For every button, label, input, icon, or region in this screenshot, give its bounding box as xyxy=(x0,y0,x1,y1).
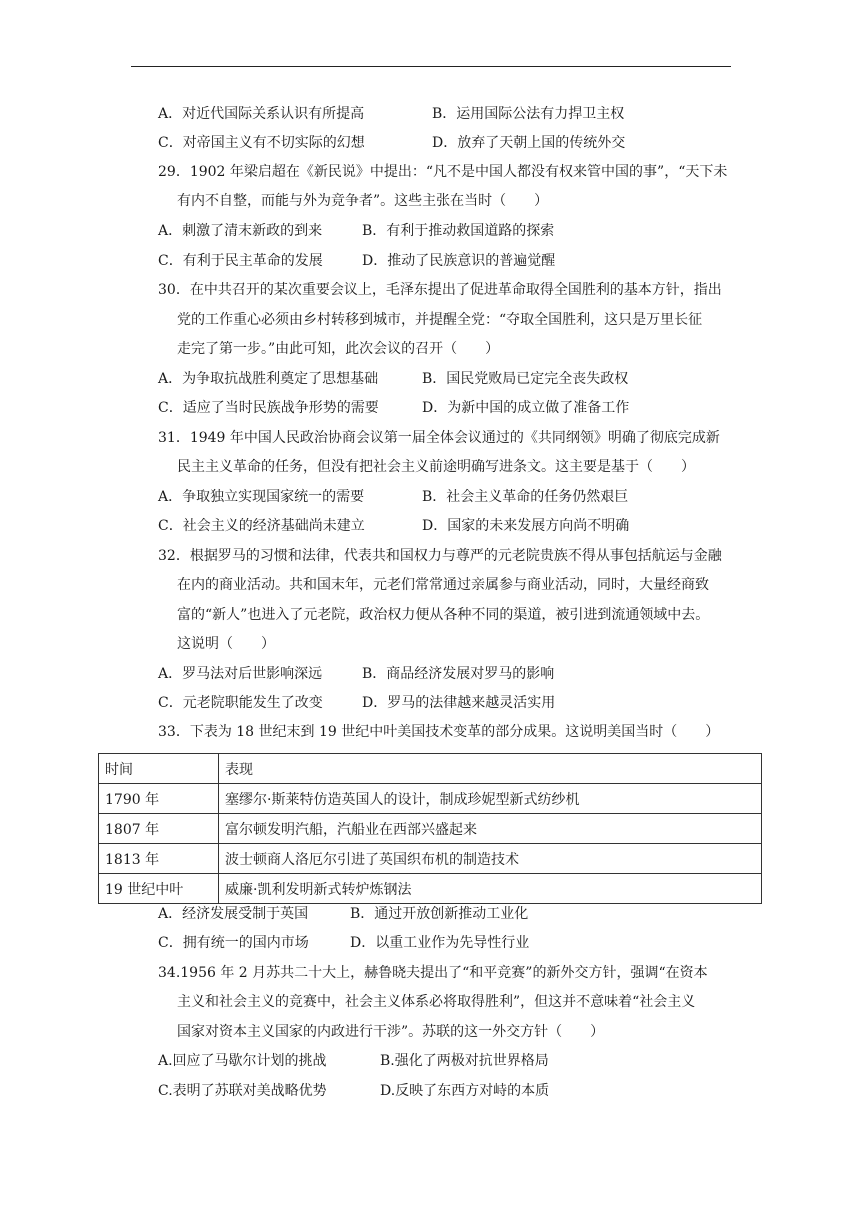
q29-option-d: D．推动了民族意识的普遍觉醒 xyxy=(362,253,556,269)
table-row xyxy=(99,874,762,904)
table-row xyxy=(99,844,762,874)
q33-stem-line-1: 33．下表为 18 世纪末到 19 世纪中叶美国技术变革的部分成果。这说明美国当时（ ） xyxy=(158,724,720,740)
q30-option-a: A．为争取抗战胜利奠定了思想基础 xyxy=(158,371,379,387)
q28-option-d: D．放弃了天朝上国的传统外交 xyxy=(432,135,626,151)
q30-option-d: D．为新中国的成立做了准备工作 xyxy=(422,400,630,416)
q31-stem-line-2: 民主主义革命的任务，但没有把社会主义前途明确写进条文。这主要是基于（ ） xyxy=(177,459,695,475)
table-row xyxy=(99,784,762,814)
q34-option-d: D.反映了东西方对峙的本质 xyxy=(380,1083,550,1099)
table-cell-time: 1807 年 xyxy=(99,814,219,844)
q29-option-c: C．有利于民主革命的发展 xyxy=(158,253,323,269)
q34-stem-line-3: 国家对资本主义国家的内政进行干涉”。苏联的这一外交方针（ ） xyxy=(177,1024,605,1040)
q32-stem-line-2: 在内的商业活动。共和国末年，元老们常常通过亲属参与商业活动，同时，大量经商致 xyxy=(177,577,709,593)
table-cell-performance: 富尔顿发明汽船，汽船业在西部兴盛起来 xyxy=(219,814,762,844)
q34-stem-line-1: 34.1956 年 2 月苏共二十大上，赫鲁晓夫提出了“和平竞赛”的新外交方针，强调“在资本 xyxy=(158,965,708,981)
q32-stem-line-1: 32．根据罗马的习惯和法律，代表共和国权力与尊严的元老院贵族不得从事包括航运与金融 xyxy=(158,548,722,564)
q30-stem-line-1: 30．在中共召开的某次重要会议上，毛泽东提出了促进革命取得全国胜利的基本方针，指出 xyxy=(158,282,722,298)
q32-option-a: A．罗马法对后世影响深远 xyxy=(158,666,323,682)
q30-option-c: C．适应了当时民族战争形势的需要 xyxy=(158,400,379,416)
q33-option-a: A．经济发展受制于英国 xyxy=(158,906,309,922)
q29-option-b: B．有利于推动救国道路的探索 xyxy=(362,223,555,239)
table-cell-time: 19 世纪中叶 xyxy=(99,874,219,904)
q31-option-a: A．争取独立实现国家统一的需要 xyxy=(158,489,365,505)
q32-stem-line-3: 富的“新人”也进入了元老院，政治权力便从各种不同的渠道，被引进到流通领域中去。 xyxy=(177,607,710,623)
table-row xyxy=(99,814,762,844)
q29-stem-line-2: 有内不自整，而能与外为竞争者”。这些主张在当时（ ） xyxy=(177,193,549,209)
table-cell-time: 1813 年 xyxy=(99,844,219,874)
q34-option-a: A.回应了马歇尔计划的挑战 xyxy=(158,1053,327,1069)
q33-option-d: D．以重工业作为先导性行业 xyxy=(350,935,530,951)
table-cell-performance: 威廉·凯利发明新式转炉炼钢法 xyxy=(219,874,762,904)
q28-option-a: A．对近代国际关系认识有所提高 xyxy=(158,106,365,122)
table-cell-performance: 塞缪尔·斯莱特仿造英国人的设计，制成珍妮型新式纺纱机 xyxy=(219,784,762,814)
q29-option-a: A．刺激了清末新政的到来 xyxy=(158,223,323,239)
table-header-row xyxy=(99,754,762,784)
table-header-performance: 表现 xyxy=(219,754,762,784)
q32-stem-line-4: 这说明（ ） xyxy=(177,636,275,652)
q30-stem-line-2: 党的工作重心必须由乡村转移到城市，并提醒全党：“夺取全国胜利，这只是万里长征 xyxy=(177,312,703,328)
q32-option-d: D．罗马的法律越来越灵活实用 xyxy=(362,695,556,711)
q31-stem-line-1: 31．1949 年中国人民政治协商会议第一届全体会议通过的《共同纲领》明确了彻底完成新 xyxy=(158,430,720,446)
q31-option-d: D．国家的未来发展方向尚不明确 xyxy=(422,518,630,534)
q34-option-c: C.表明了苏联对美战略优势 xyxy=(158,1083,327,1099)
q32-option-c: C．元老院职能发生了改变 xyxy=(158,695,323,711)
q33-option-b: B．通过开放创新推动工业化 xyxy=(350,906,529,922)
q28-option-c: C．对帝国主义有不切实际的幻想 xyxy=(158,135,365,151)
q34-option-b: B.强化了两极对抗世界格局 xyxy=(380,1053,549,1069)
q30-option-b: B．国民党败局已定完全丧失政权 xyxy=(422,371,629,387)
q34-stem-line-2: 主义和社会主义的竞赛中，社会主义体系必将取得胜利”，但这并不意味着“社会主义 xyxy=(177,994,696,1010)
tech-table xyxy=(98,753,762,904)
q30-stem-line-3: 走完了第一步。”由此可知，此次会议的召开（ ） xyxy=(177,341,500,357)
q32-option-b: B．商品经济发展对罗马的影响 xyxy=(362,666,555,682)
q28-option-b: B．运用国际公法有力捍卫主权 xyxy=(432,106,625,122)
table-cell-time: 1790 年 xyxy=(99,784,219,814)
q29-stem-line-1: 29．1902 年梁启超在《新民说》中提出：“凡不是中国人都没有权来管中国的事”，“天下未 xyxy=(158,164,728,180)
q31-option-c: C．社会主义的经济基础尚未建立 xyxy=(158,518,365,534)
q33-option-c: C．拥有统一的国内市场 xyxy=(158,935,309,951)
q31-option-b: B．社会主义革命的任务仍然艰巨 xyxy=(422,489,629,505)
table-cell-performance: 波士顿商人洛厄尔引进了英国织布机的制造技术 xyxy=(219,844,762,874)
header-rule xyxy=(131,66,731,67)
table-header-time: 时间 xyxy=(99,754,219,784)
